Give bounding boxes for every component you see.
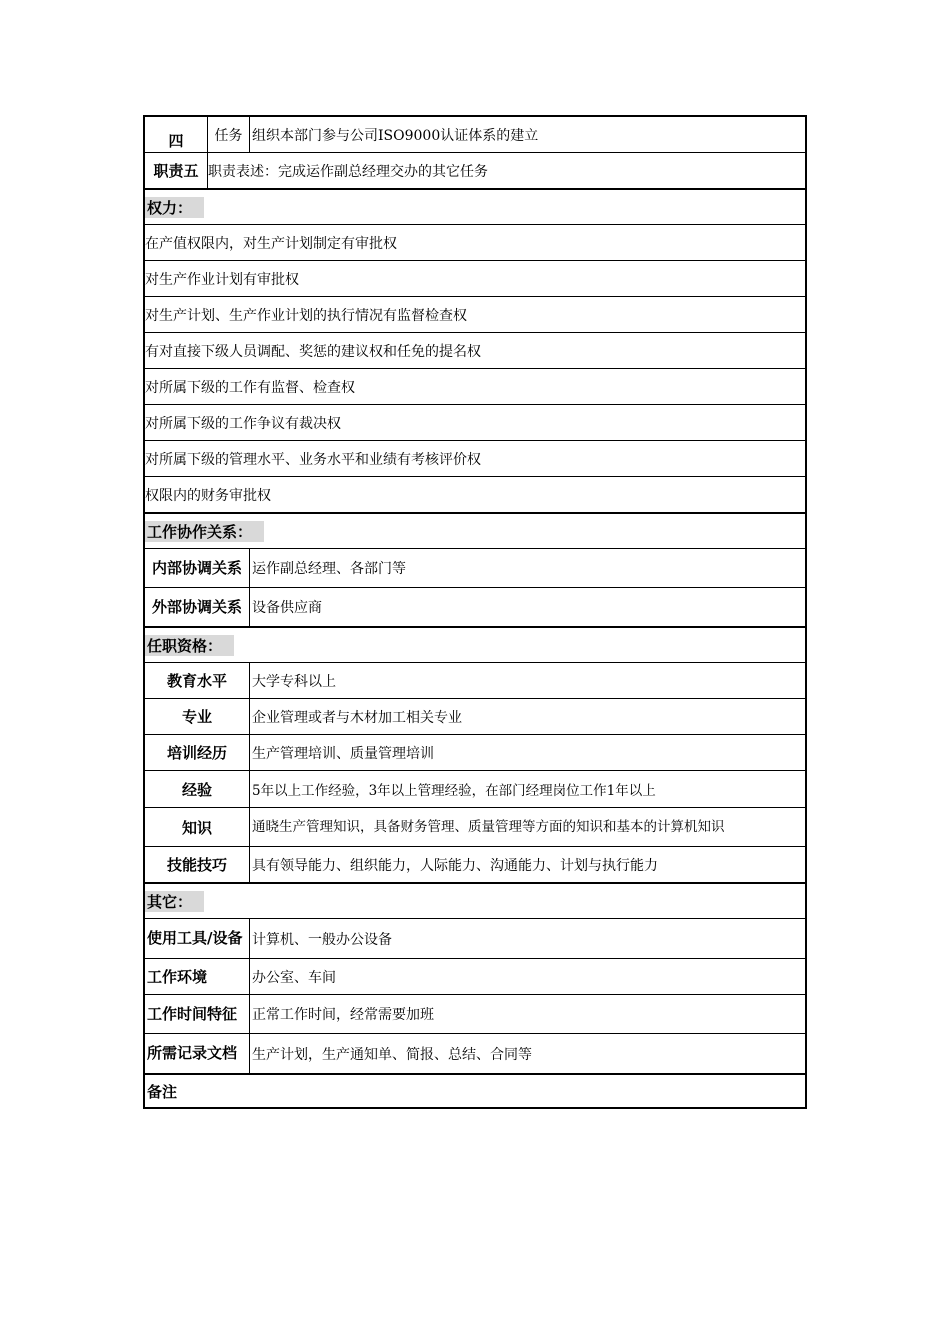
authority-item	[143, 296, 807, 332]
authority-item	[143, 332, 807, 368]
qualification-label: 知识	[181, 818, 212, 837]
qualification-value: 5年以上工作经验，3年以上管理经验，在部门经理岗位工作1年以上	[249, 771, 805, 807]
qualification-label: 技能技巧	[166, 856, 227, 874]
other-label: 使用工具/设备	[147, 929, 243, 947]
other-label: 工作环境	[147, 968, 208, 986]
duty-task-label: 任务	[207, 117, 249, 152]
qualification-row	[143, 770, 807, 807]
qualification-value: 生产管理培训、质量管理培训	[249, 735, 805, 770]
qualification-row	[143, 734, 807, 770]
authority-item	[143, 476, 807, 512]
other-heading: 其它：	[145, 891, 204, 912]
qualification-value: 通晓生产管理知识，具备财务管理、质量管理等方面的知识和基本的计算机知识	[249, 808, 805, 846]
qualifications-heading: 任职资格：	[145, 635, 234, 656]
authority-item	[143, 404, 807, 440]
authority-item-text: 权限内的财务审批权	[145, 487, 271, 504]
authority-item-text: 对所属下级的管理水平、业务水平和业绩有考核评价权	[145, 451, 481, 468]
other-label: 所需记录文档	[147, 1044, 238, 1062]
duty-task-text: 组织本部门参与公司ISO9000认证体系的建立	[249, 117, 805, 152]
qualification-row	[143, 698, 807, 734]
qualification-label: 经验	[181, 780, 212, 799]
qualification-label: 教育水平	[166, 672, 227, 690]
remarks-row	[143, 1073, 807, 1109]
relation-label: 内部协调关系	[151, 558, 242, 577]
qualification-label: 专业	[181, 708, 212, 726]
other-row	[143, 918, 807, 958]
job-description-table	[143, 115, 807, 1109]
qualification-row	[143, 662, 807, 698]
authority-item-text: 对所属下级的工作有监督、检查权	[145, 379, 355, 396]
qualification-value: 企业管理或者与木材加工相关专业	[249, 699, 805, 734]
other-value: 生产计划，生产通知单、简报、总结、合同等	[249, 1034, 805, 1073]
authority-item	[143, 440, 807, 476]
relations-heading: 工作协作关系：	[145, 521, 264, 542]
qualification-row	[143, 846, 807, 882]
other-section-header	[143, 882, 807, 918]
relation-value: 设备供应商	[249, 588, 805, 626]
qualification-label: 培训经历	[166, 744, 227, 762]
other-row	[143, 958, 807, 994]
duty-four-row	[143, 115, 807, 152]
relation-row-external	[143, 587, 807, 626]
relation-value: 运作副总经理、各部门等	[249, 549, 805, 587]
duty-five-row	[143, 152, 807, 188]
qualification-value: 具有领导能力、组织能力，人际能力、沟通能力、计划与执行能力	[249, 847, 805, 882]
other-value: 计算机、一般办公设备	[249, 919, 805, 958]
authority-item-text: 有对直接下级人员调配、奖惩的建议权和任免的提名权	[145, 343, 481, 360]
other-row	[143, 994, 807, 1033]
relations-section-header	[143, 512, 807, 548]
authority-item-text: 对生产计划、生产作业计划的执行情况有监督检查权	[145, 307, 467, 324]
authority-item-text: 对生产作业计划有审批权	[145, 271, 299, 288]
other-label: 工作时间特征	[147, 1004, 238, 1023]
qualifications-section-header	[143, 626, 807, 662]
relation-label: 外部协调关系	[151, 597, 242, 616]
duty-index: 四	[168, 132, 184, 150]
qualification-row	[143, 807, 807, 846]
qualification-value: 大学专科以上	[249, 663, 805, 698]
other-value: 正常工作时间，经常需要加班	[249, 995, 805, 1033]
authority-section-header	[143, 188, 807, 224]
duty-five-text: 职责表述：完成运作副总经理交办的其它任务	[207, 153, 805, 188]
authority-item	[143, 260, 807, 296]
authority-item	[143, 368, 807, 404]
remarks-heading: 备注	[147, 1082, 178, 1101]
other-value: 办公室、车间	[249, 959, 805, 994]
other-row	[143, 1033, 807, 1073]
authority-item-text: 对所属下级的工作争议有裁决权	[145, 415, 341, 432]
relation-row-internal	[143, 548, 807, 587]
authority-item-text: 在产值权限内，对生产计划制定有审批权	[145, 235, 397, 252]
authority-item	[143, 224, 807, 260]
duty-five-label: 职责五	[153, 162, 199, 180]
authority-heading: 权力：	[145, 197, 204, 218]
